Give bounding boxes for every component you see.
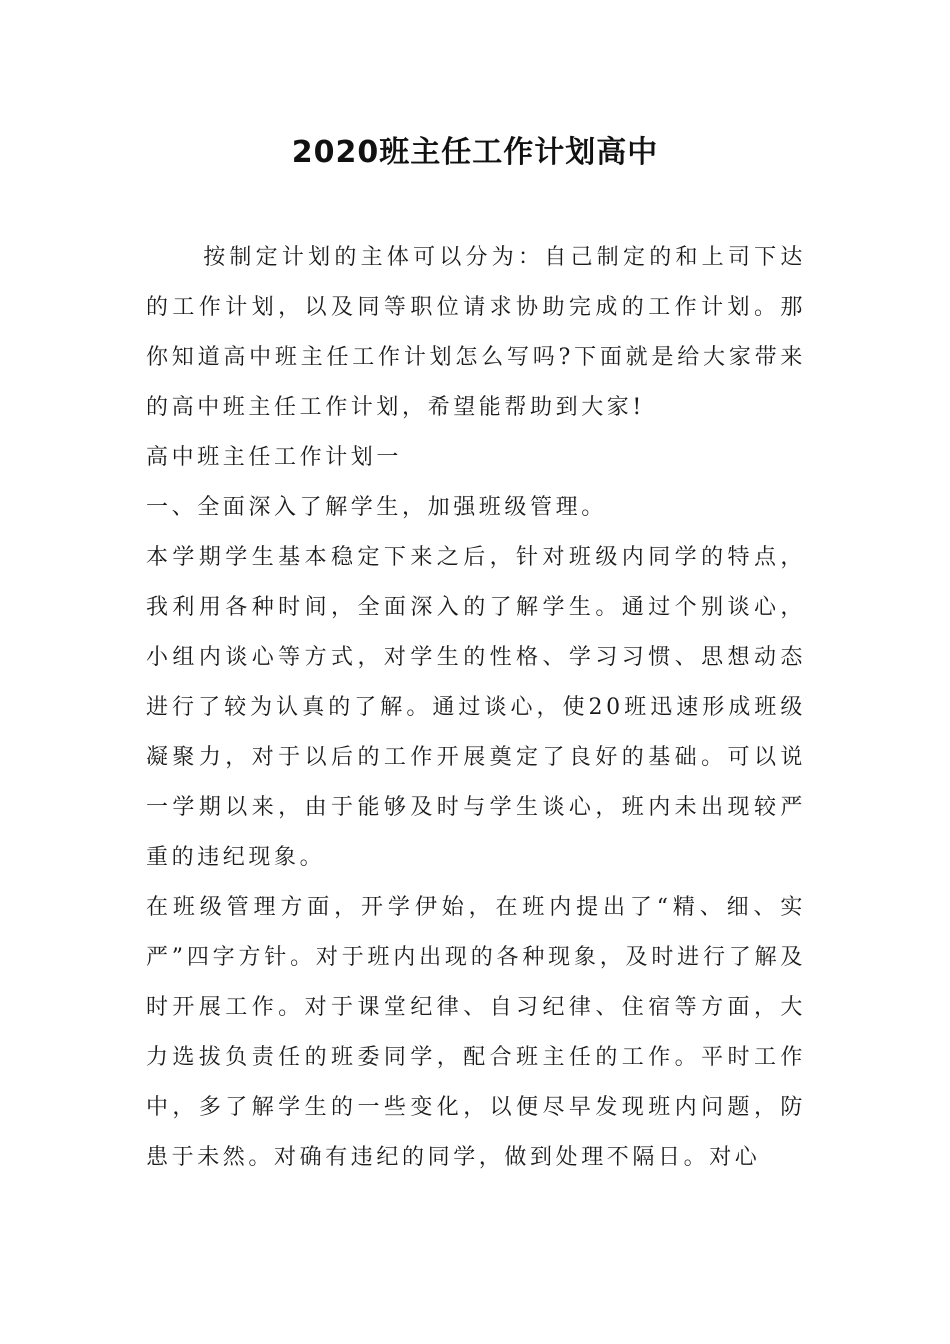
body-paragraph: 在班级管理方面，开学伊始，在班内提出了“精、细、实严”四字方针。对于班内出现的各种现象，及时进行了解及时开展工作。对于课堂纪律、自习纪律、住宿等方面，大力选拔负责任的班委同学，配合班主任的工作。平时工作中，多了解学生的一些变化，以便尽早发现班内问题，防患于未然。对确有违纪的同学，做到处理不隔日。对心: [146, 895, 806, 1170]
subsection-heading: 一、全面深入了解学生，加强班级管理。: [146, 495, 607, 520]
body-paragraph: 本学期学生基本稳定下来之后，针对班级内同学的特点，我利用各种时间，全面深入的了解学生。通过个别谈心，小组内谈心等方式，对学生的性格、学习习惯、思想动态进行了较为认真的了解。通过谈心，使20班迅速形成班级凝聚力，对于以后的工作开展奠定了良好的基础。可以说一学期以来，由于能够及时与学生谈心，班内未出现较严重的违纪现象。: [146, 545, 806, 870]
section-heading: 高中班主任工作计划一: [146, 445, 403, 470]
document-body: [146, 233, 806, 1183]
document-title: 2020班主任工作计划高中: [291, 135, 659, 170]
intro-paragraph: 按制定计划的主体可以分为：自己制定的和上司下达的工作计划，以及同等职位请求协助完成的工作计划。那你知道高中班主任工作计划怎么写吗?下面就是给大家带来的高中班主任工作计划，希望能帮助到大家!: [146, 245, 806, 420]
